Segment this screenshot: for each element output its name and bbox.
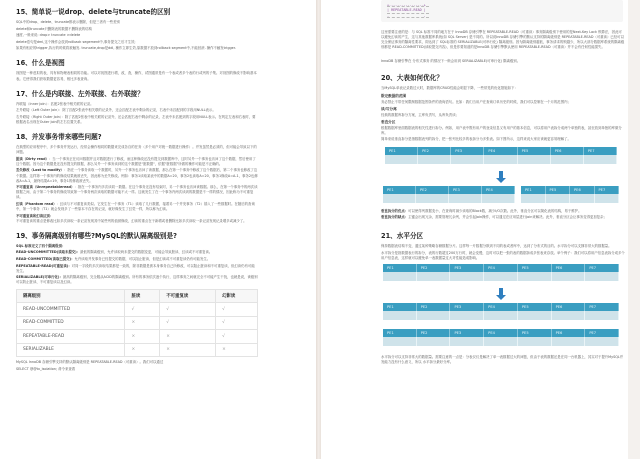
code-block [381, 0, 623, 22]
partition-column: PE2 [418, 147, 451, 155]
partition-column: PE2 [417, 264, 451, 272]
paragraph: 经典的数据库拆分方案，主库负责写，从库负责读； [381, 112, 459, 117]
table-row [17, 316, 258, 330]
paragraph: MySQL InnoDB 存储引擎支持的默认隔离级别是 REPEATABLE-READ（可重读）。我们可以通过 [16, 360, 164, 364]
partition-column: PE1 [383, 264, 417, 272]
column-header: 脏读 [125, 289, 160, 303]
paragraph: InnoDB 存储引擎在 分布式事务 的情况下一般会用到 SERIALIZABLE(可串行化) 隔离级别。 [381, 59, 521, 64]
partition-column: PE4 [484, 303, 518, 311]
section-15-title: 15、简单说一说drop、delete与truncate的区别 [16, 8, 171, 16]
partition-header-row [383, 329, 619, 337]
partition-table-original [383, 264, 619, 281]
document-page-left [0, 0, 316, 459]
partition-column: PE1 [383, 303, 417, 311]
table-row [17, 343, 258, 357]
partition-column: PE7 [595, 186, 620, 194]
subheading: 垂直分区 [381, 119, 396, 124]
partition-column: PE6 [570, 186, 595, 194]
difference-heading: 不可重复读和幻读区别： [16, 213, 54, 218]
partition-column: PE6 [552, 303, 586, 311]
paragraph: 这里需要注意的是：与 SQL 标准不同的地方在于 InnoDB 存储引擎在 REPEATABLE-READ（可重读）事务隔离级别下使用的是Next-Key Lock 锁算法，因此可以避免幻读的产生，这与其他数据库系统(如 SQL Server) 是不同的。所以说InnoDB 存储引擎的默认支持的隔离级别是 REPEATABLE-READ（可重读）已经可以完全保证事务的隔离性要求，即达到了 SQL标准的 SERIALIZABLE(可串行化) 隔离级别。因为隔离级别越低，事务请求的锁越少，所以大部分数据库系统的隔离级别都是 READ-COMMITTED(读取提交内容)，但是你要知道的是InnoDB 存储引擎默认使用 REPEATABLE-READ（可重读）并不会有任何性能损失。 [381, 30, 625, 50]
definition-dirty-read: 脏读（Dirty read）：当一个事务正在访问数据并且对数据进行了修改，而这种修改还没有提交到数据库中，这时另外一个事务也访问了这个数据，然后使用了这个数据。因为这个数据是还没有提交的数据，那么另外一个事务读到的这个数据是"脏数据"，依据"脏数据"所做的操作可能是不正确的。 [16, 156, 256, 166]
paragraph: 根据数据库里面数据表的相关性进行拆分。例如，用户表中既有用户的登录信息又有用户的基本信息，可以将用户表拆分成两个单独的表，甚至放到单独的库做分库。 [381, 125, 622, 135]
table-row [17, 303, 258, 317]
paragraph: 水平拆分是指数据表行的拆分，表的行数超过200万行时，就会变慢，这时可以把一张的表的数据拆成多张表来存放。举个例子：我们可以将用户信息表拆分成多个用户信息表，这样就可以避免单一表数据量过大对性能造成影响。 [381, 250, 625, 260]
partition-header-row [383, 264, 619, 272]
paragraph: 左外联接（Left Outer Join）：除了匹配2张表中相关联的记录外，还会匹配左表中剩余的记录，右表中未匹配到的字段用NULL表示。 [16, 108, 216, 113]
section-19-title: 19、事务隔离级别有哪些?MySQL的默认隔离级别是? [16, 231, 177, 240]
partition-column: PE5 [518, 303, 552, 311]
code-line: | REPEATABLE-READ | [387, 7, 429, 14]
partition-column: PE4 [482, 186, 515, 194]
partition-column: PE3 [451, 147, 484, 155]
paragraph: 当MySQL单表记录数过大时，数据库的CRUD性能会明显下降，一些常见的优化措施如下： [381, 86, 518, 91]
table-cell: √ [216, 303, 258, 317]
column-header: 不可重复读 [160, 289, 216, 303]
cons-paragraph: 垂直拆分的缺点：主键会出现冗余，需要管理冗余列，并会引起Join操作，可以通过在应用层进行Join来解决。此外，垂直分区会让事务变得更加复杂； [381, 215, 607, 220]
partition-body-row [385, 155, 617, 164]
page-right-content [381, 0, 625, 373]
section-19 [16, 232, 258, 372]
section-20-title: 20、大表如何优化？ [381, 74, 443, 83]
column-header: 幻影读 [216, 289, 258, 303]
paragraph: 右外联接（Right Outer Join）：除了匹配2张表中相关联的记录外，还会匹配右表中剩余的记录，左表中未匹配到的字段用NULL表示。在判定左表和右表时，要根据表名出现在Outer Join的左右位置关系。 [16, 114, 256, 124]
partition-table-original [385, 147, 617, 164]
partition-column: PE5 [518, 264, 552, 272]
partition-table-split-left [383, 186, 515, 203]
table-cell: √ [216, 316, 258, 330]
partition-column: PE4 [484, 329, 518, 337]
column-header: 隔离级别 [17, 289, 125, 303]
partition-body-row [521, 194, 619, 203]
table-cell: × [160, 330, 216, 344]
partition-column: PE7 [585, 329, 619, 337]
subheading: 读/写分离 [381, 106, 397, 111]
paragraph: 如果有相应的trigger,执行的时候将被触发. truncate,drop是ddl, 操作立即生效,原数据不放到rollback segment中,不能回滚. 操作不触发trigger. [16, 46, 236, 51]
partition-header-row [383, 303, 619, 311]
section-20 [381, 74, 625, 220]
isolation-note [381, 30, 625, 64]
table-header-row [17, 289, 258, 303]
partition-column: PE5 [518, 147, 551, 155]
definition-phantom-read: 幻读（Phantom read）：幻读与不可重复读类似。它发生在一个事务（T1）读取了几行数据，接着另一个并发事务（T2）插入了一些数据时。在随后的查询中，第一个事务（T1）就会发现多了一些原本不存在的记录，就好像发生了幻觉一样，所以称为幻读。 [16, 201, 255, 212]
document-page-right [321, 0, 640, 459]
table-row [17, 330, 258, 344]
partition-column: PE2 [417, 303, 451, 311]
section-18-title: 18、并发事务带来哪些问题? [16, 133, 102, 142]
table-cell: READ-COMMITTED [17, 316, 125, 330]
paragraph: 速度,一般来说: drop> truncate >delete [16, 33, 81, 38]
table-cell: READ-UNCOMMITTED [17, 303, 125, 317]
table-cell: √ [216, 330, 258, 344]
table-cell: √ [125, 303, 160, 317]
section-21 [381, 232, 625, 365]
partition-body-row [383, 194, 515, 203]
level-repeatable-read: REPEATABLE-READ(可重复读)：对同一字段的多次读取结果都是一致的，除非数据是被本身事务自己所修改，可以阻止脏读和不可重复读，但幻读仍有可能发生。 [16, 263, 255, 273]
partition-column: PE3 [450, 329, 484, 337]
paragraph: 务必禁止不带任何限制数据范围条件的查询语句。比如：我们当用户在查询订单历史的时候，我们可以控制在一个月的范围内； [381, 99, 571, 104]
partition-table-split-b [383, 329, 619, 346]
table-cell: REPEATABLE-READ [17, 330, 125, 344]
partition-column: PE5 [518, 329, 552, 337]
code-line: +-----------------+ [387, 14, 429, 18]
partition-column: PE1 [521, 186, 546, 194]
partition-column: PE3 [449, 186, 482, 194]
table-cell: √ [160, 303, 216, 317]
paragraph: delete语句是dml,这个操作会放到rollback segement中,事务提交之后才生效; [16, 39, 136, 44]
paragraph: 简单来说垂直拆分是指数据表列的拆分，把一张列比较多的表拆分为多张表。如下图所示，这样来说大家应该就更容易理解了。 [381, 137, 571, 142]
page-left-content [16, 8, 258, 380]
partition-body-row [383, 272, 619, 281]
partition-header-row [521, 186, 619, 194]
partition-column: PE7 [585, 303, 619, 311]
paragraph: 在典型的应用程序中，多个事务并发运行，经常会操作相同的数据来完成各自的任务（多个用户对统一数据进行操作）。并发虽然是必须的，但可能会导致以下的问题。 [16, 145, 257, 155]
paragraph: 视图是一种虚拟的表，具有和物理表相同的功能。可以对视图进行增，改，查，操作，试图通常是有一个表或者多个表的行或列的子集。对视图的修改不影响基本表。它使得我们获取数据更容易，相比多表查询。 [16, 71, 257, 81]
partition-column: PE4 [484, 147, 517, 155]
section-17 [16, 90, 258, 125]
paragraph: SQL 标准定义了四个隔离级别： [16, 243, 66, 248]
partition-body-row [383, 337, 619, 346]
table-cell: SERIALIZABLE [17, 343, 125, 357]
isolation-level-table [16, 289, 258, 358]
paragraph: 保持数据表结构不变，通过某种策略存储数据分片。这样每一片数据分散到不同的表或者库中，达到了分布式的目的。水平拆分可以支撑非常大的数据量。 [381, 244, 612, 249]
paragraph: SELECT @@tx_isolation; 命令来查看 [16, 366, 76, 371]
partition-column: PE1 [385, 147, 418, 155]
partition-column: PE4 [484, 264, 518, 272]
partition-column: PE3 [450, 264, 484, 272]
level-read-uncommitted: READ-UNCOMMITTED(读取未提交)：最低的隔离级别，允许读取尚未提交的数据变更，可能会导致脏读、幻读或不可重复读。 [16, 250, 213, 255]
partition-column: PE1 [383, 186, 416, 194]
table-cell: × [160, 343, 216, 357]
level-read-committed: READ-COMMITTED(读取已提交)：允许读取并发事务已经提交的数据，可以阻止脏读，但是幻读或不可重复读仍有可能发生。 [16, 257, 211, 262]
level-serializable: SERIALIZABLE(可串行化)：最高的隔离级别，完全服从ACID的隔离级别。所有的事务依次逐个执行，这样事务之间就完全不可能产生干扰，也就是说，该级别可以防止脏读、不可重复读以及幻读。 [16, 275, 258, 285]
table-cell: √ [160, 316, 216, 330]
definition-unrepeatable-read: 不可重复读（Unrepeatableread）：指在一个事务内多次读同一数据。在这个事务还没有结束时，另一个事务也访问该数据。那么，在第一个事务中的两次读数据之间，由于第二个事务的修改导致第一个事务两次读取的数据可能不太一样。这就发生了在一个事务内两次读到的数据是不一样的情况，因此称为不可重复读。 [16, 185, 258, 200]
paragraph: 内联接（Inner Join）：匹配2张表中相关联的记录。 [16, 101, 94, 106]
partition-column: PE1 [383, 329, 417, 337]
partition-column: PE6 [552, 329, 586, 337]
section-16-title: 16、什么是视图 [16, 59, 65, 68]
partition-header-row [383, 186, 515, 194]
section-21-title: 21、水平分区 [381, 232, 424, 241]
table-cell: × [125, 316, 160, 330]
partition-column: PE2 [416, 186, 449, 194]
paragraph: delete和truncate只删除表的数据不删除表的结构 [16, 26, 92, 31]
partition-column: PE6 [551, 147, 584, 155]
partition-column: PE6 [552, 264, 586, 272]
partition-column: PE5 [546, 186, 571, 194]
paragraph: 水平拆分可以支持非常大的数据量。需要注意的一点是：分表仅仅是解决了单一表数据过大的问题，但由于表的数据还是在同一台机器上，其实对于提升MySQL并发能力没有什么意义，所以 水平拆分最好分库。 [381, 355, 624, 365]
section-15 [16, 8, 258, 51]
table-cell: × [216, 343, 258, 357]
partition-column: PE7 [585, 264, 619, 272]
page-edge [628, 0, 640, 459]
partition-table-split-right [521, 186, 619, 203]
section-18 [16, 133, 258, 224]
vertical-partition-diagram [385, 147, 625, 203]
subheading: 限定数据的范围 [381, 93, 407, 98]
difference-text: 不可重复读的重点是修改比如多次读取一条记录发现其中某些列的值被修改，幻读的重点在于新增或者删除比如多次读取一条记录发现记录增多或减少了。 [16, 218, 247, 223]
partition-column: PE7 [584, 147, 617, 155]
section-16 [16, 59, 258, 81]
pros-paragraph: 垂直拆分的优点：可以使得列数据变小，在查询时减少读取的Block数，减少I/O次数。此外，垂直分区可以简化表的结构，易于维护。 [381, 208, 582, 213]
code-line: +-----------------+ [387, 2, 429, 7]
partition-body-row [383, 311, 619, 320]
horizontal-partition-diagram [383, 264, 625, 350]
partition-column: PE2 [417, 329, 451, 337]
table-cell: × [125, 343, 160, 357]
section-17-title: 17、什么是内联接、左外联接、右外联接？ [16, 89, 144, 98]
partition-column: PE3 [450, 303, 484, 311]
paragraph: SQL中的drop、delete、truncate都表示删除，但是三者有一些差别 [16, 20, 120, 24]
partition-table-split-a [383, 303, 619, 320]
table-cell: × [125, 330, 160, 344]
definition-lost-modify: 丢失修改（Lost to modify）：指在一个事务读取一个数据时，另外一个事务也访问了该数据，那么在第一个事务中修改了这个数据后，第二个事务也修改了这个数据。这样第一个事务内的修改结果就被丢失，因此称为丢失修改。例如：事务1读取某表中的数据A=20，事务2也读取A=20，事务1修改A=A-1，事务2也修改A=A-1，最终结果A=19，事务1的修改被丢失。 [16, 168, 258, 183]
partition-header-row [385, 147, 617, 155]
